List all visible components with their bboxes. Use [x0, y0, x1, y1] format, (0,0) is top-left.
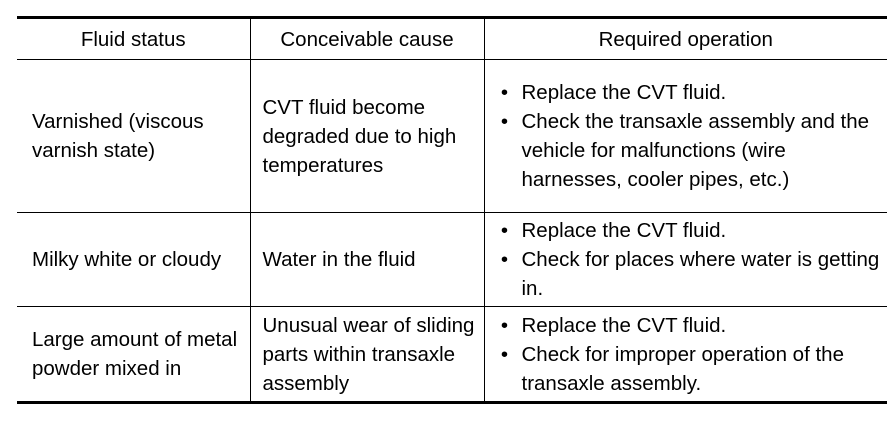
operation-text: Check the transaxle assembly and the vehicle for malfunctions (wire harnesses, cooler pipes, etc.): [521, 110, 870, 191]
operation-item: [495, 107, 882, 194]
operation-text: Replace the CVT fluid.: [521, 81, 727, 104]
fluid-status-cell: Varnished (viscous varnish state): [32, 110, 204, 162]
fluid-status-cell: Large amount of metal powder mixed in: [32, 328, 238, 380]
table-row: [17, 213, 887, 307]
header-required-operation: Required operation: [484, 18, 887, 60]
operation-item: [495, 78, 882, 107]
bullet-icon: •: [500, 248, 509, 271]
operation-cell: [484, 307, 887, 403]
fluid-status-table: [17, 16, 887, 404]
operation-cell: [484, 60, 887, 213]
bullet-icon: •: [500, 219, 509, 242]
bullet-icon: •: [500, 342, 509, 366]
bullet-icon: •: [500, 81, 509, 104]
operation-text: Check for places where water is getting in.: [521, 248, 880, 300]
header-fluid-status: Fluid status: [80, 27, 186, 51]
operation-list: [495, 311, 882, 398]
cause-cell: Water in the fluid: [250, 213, 484, 307]
operation-cell: [484, 213, 887, 307]
table-header-row: [17, 18, 887, 60]
header-conceivable-cause: Conceivable cause: [250, 18, 484, 60]
operation-item: [495, 245, 882, 303]
cause-cell: Unusual wear of sliding parts within transaxle assembly: [250, 307, 484, 403]
fluid-status-cell: Milky white or cloudy: [32, 248, 222, 271]
operation-text: Check for improper operation of the transaxle assembly.: [521, 342, 844, 395]
table-row: [17, 307, 887, 403]
operation-list: [495, 216, 882, 303]
operation-item: [495, 340, 882, 398]
bullet-icon: •: [500, 313, 509, 337]
operation-item: [495, 311, 882, 340]
fluid-status-table-container: [17, 16, 887, 404]
operation-list: [495, 78, 882, 194]
operation-item: [495, 216, 882, 245]
operation-text: Replace the CVT fluid.: [521, 219, 727, 242]
table-row: [17, 60, 887, 213]
bullet-icon: •: [500, 110, 509, 133]
cause-cell: CVT fluid become degraded due to high temperatures: [250, 60, 484, 213]
operation-text: Replace the CVT fluid.: [521, 313, 727, 337]
